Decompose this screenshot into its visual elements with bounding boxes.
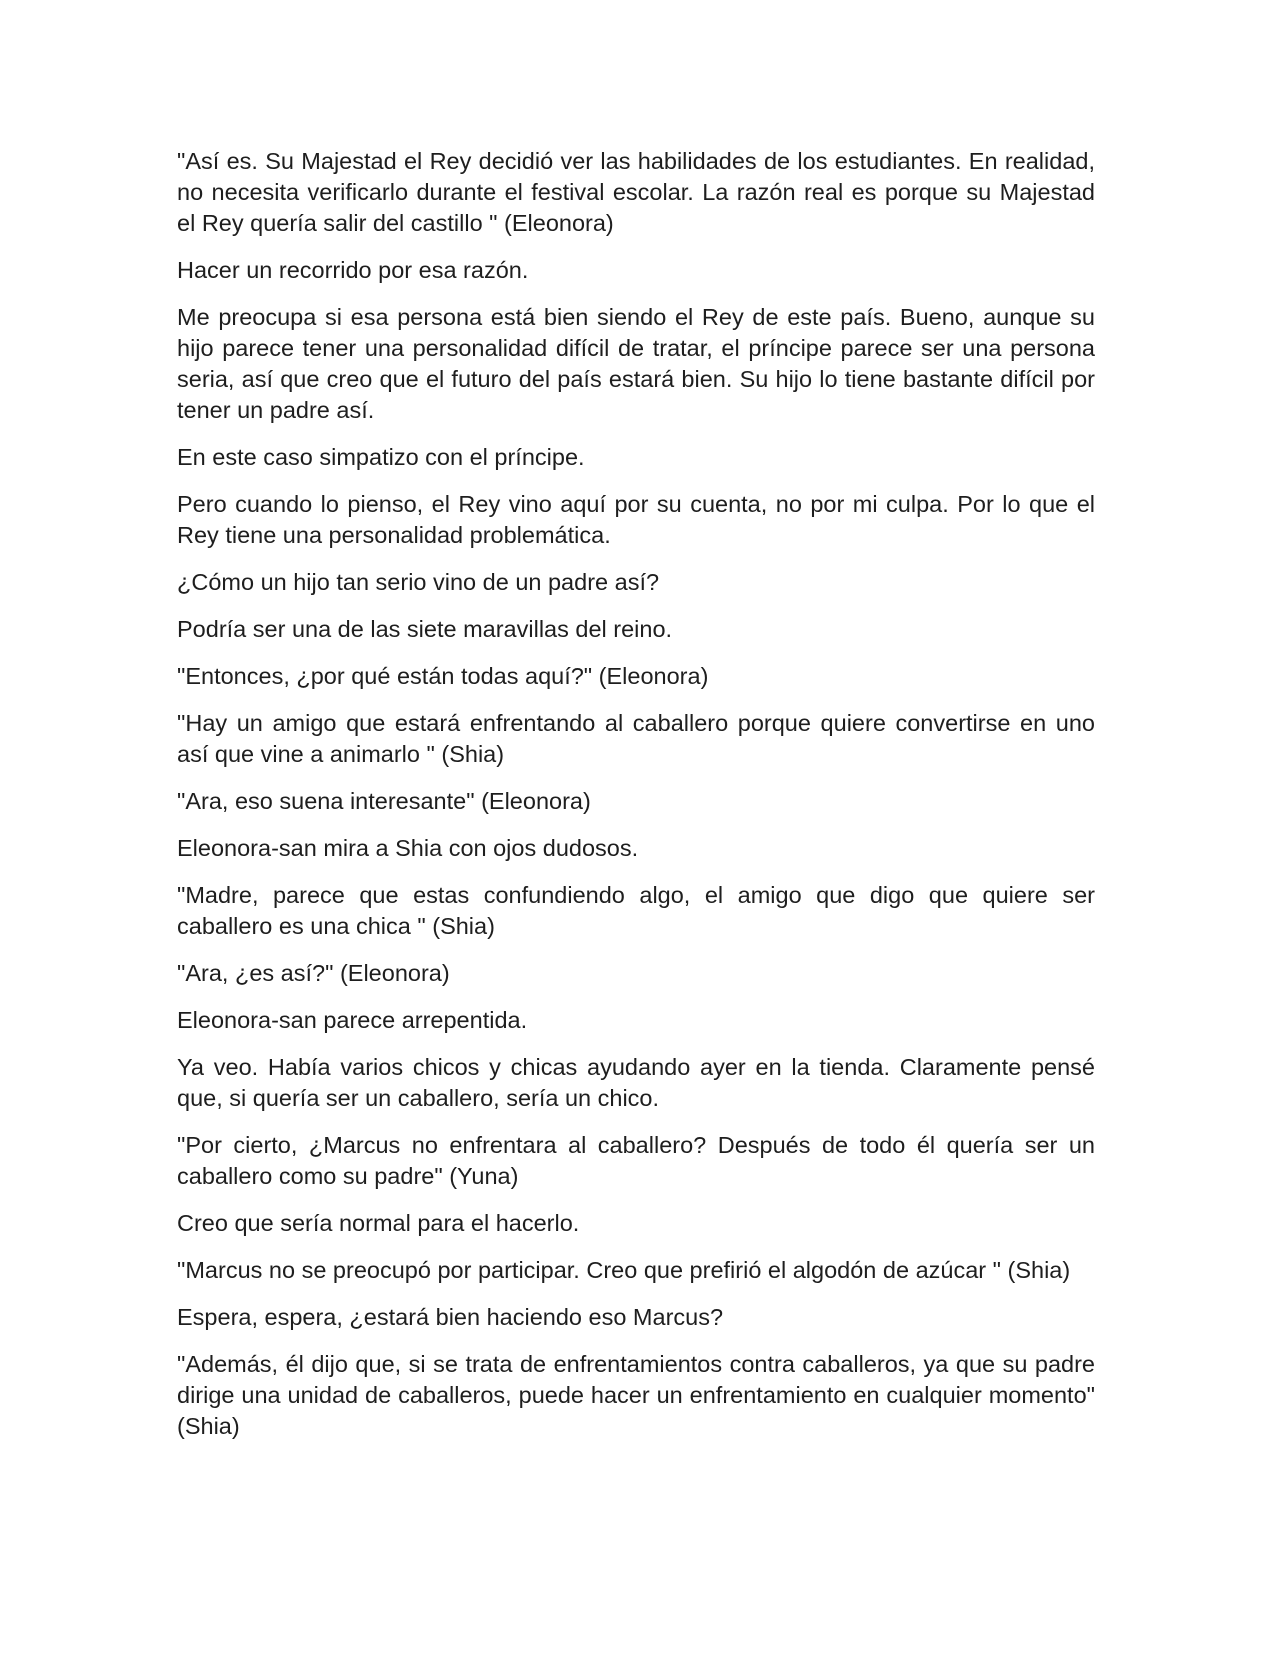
- paragraph-14: Eleonora-san parece arrepentida.: [177, 1007, 528, 1033]
- document-page: [177, 146, 1095, 1458]
- paragraph-18: "Marcus no se preocupó por participar. Creo que prefirió el algodón de azúcar " (Shia): [177, 1257, 1071, 1283]
- paragraph-4: En este caso simpatizo con el príncipe.: [177, 444, 585, 470]
- paragraph-12: "Madre, parece que estas confundiendo algo, el amigo que digo que quiere ser caballero es una chica " (Shia): [177, 882, 1095, 939]
- paragraph-6: ¿Cómo un hijo tan serio vino de un padre así?: [177, 569, 660, 595]
- paragraph-8: "Entonces, ¿por qué están todas aquí?" (Eleonora): [177, 663, 709, 689]
- paragraph-7: Podría ser una de las siete maravillas del reino.: [177, 616, 673, 642]
- paragraph-10: "Ara, eso suena interesante" (Eleonora): [177, 788, 591, 814]
- paragraph-5: Pero cuando lo pienso, el Rey vino aquí por su cuenta, no por mi culpa. Por lo que el Rey tiene una personalidad problemática.: [177, 491, 1095, 548]
- paragraph-16: "Por cierto, ¿Marcus no enfrentara al caballero? Después de todo él quería ser un caballero como su padre" (Yuna): [177, 1132, 1095, 1189]
- paragraph-17: Creo que sería normal para el hacerlo.: [177, 1210, 580, 1236]
- paragraph-3: Me preocupa si esa persona está bien siendo el Rey de este país. Bueno, aunque su hijo parece tener una personalidad difícil de tratar, el príncipe parece ser una persona seria, así que creo que el futuro del país estará bien. Su hijo lo tiene bastante difícil por tener un padre así.: [177, 304, 1095, 423]
- paragraph-1: "Así es. Su Majestad el Rey decidió ver las habilidades de los estudiantes. En realidad, no necesita verificarlo durante el festival escolar. La razón real es porque su Majestad el Rey quería salir del castillo " (Eleonora): [177, 148, 1095, 236]
- paragraph-15: Ya veo. Había varios chicos y chicas ayudando ayer en la tienda. Claramente pensé que, si quería ser un caballero, sería un chico.: [177, 1054, 1095, 1111]
- paragraph-19: Espera, espera, ¿estará bien haciendo eso Marcus?: [177, 1304, 724, 1330]
- paragraph-9: "Hay un amigo que estará enfrentando al caballero porque quiere convertirse en uno así que vine a animarlo " (Shia): [177, 710, 1095, 767]
- paragraph-11: Eleonora-san mira a Shia con ojos dudosos.: [177, 835, 639, 861]
- paragraph-13: "Ara, ¿es así?" (Eleonora): [177, 960, 450, 986]
- paragraph-20: "Además, él dijo que, si se trata de enfrentamientos contra caballeros, ya que su padre dirige una unidad de caballeros, puede hacer un enfrentamiento en cualquier momento" (Shia): [177, 1351, 1095, 1439]
- paragraph-2: Hacer un recorrido por esa razón.: [177, 257, 529, 283]
